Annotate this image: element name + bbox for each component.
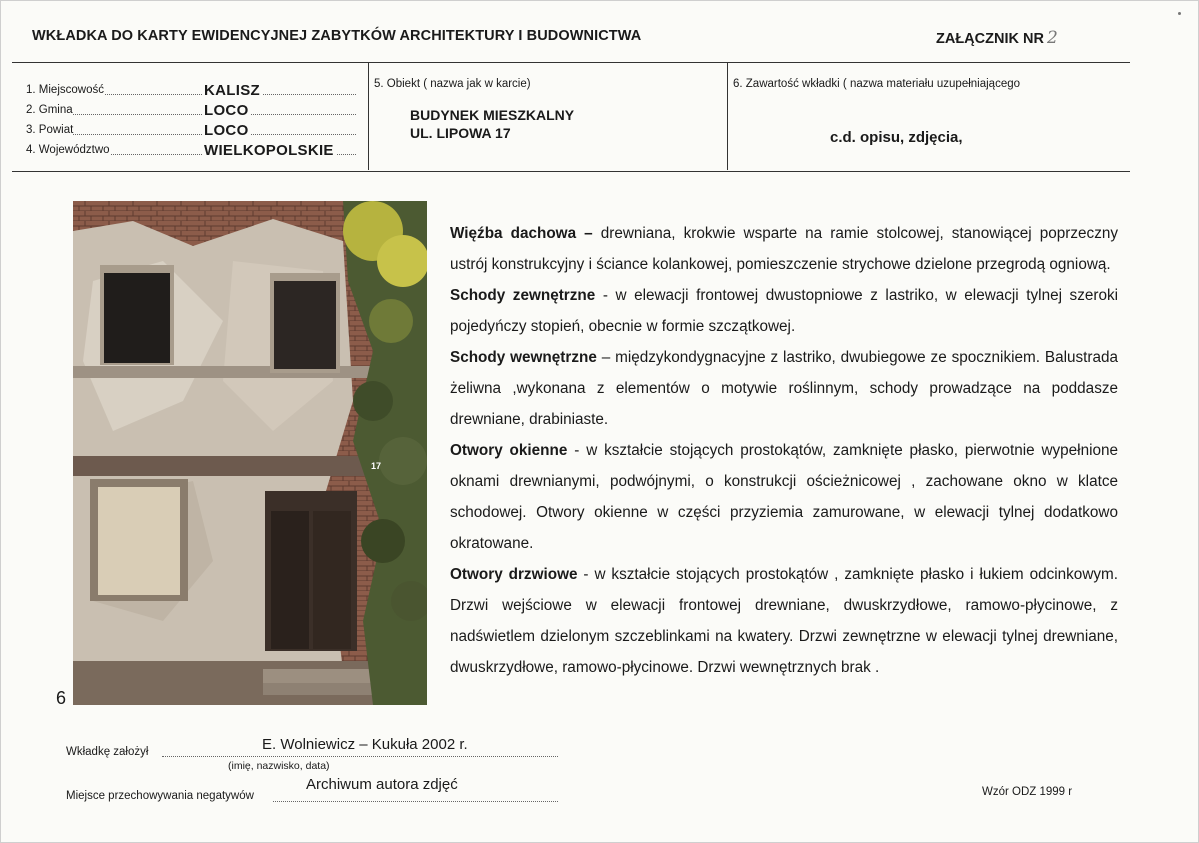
location-row-commune <box>26 98 356 118</box>
field-label: 3. Powiat <box>26 124 74 136</box>
author-value: E. Wolniewicz – Kukuła 2002 r. <box>262 736 468 753</box>
field-value: LOCO <box>204 102 249 119</box>
author-note: (imię, nazwisko, data) <box>228 760 330 772</box>
storage-label: Miejsce przechowywania negatywów <box>66 790 254 802</box>
house-number-plate: 17 <box>370 461 381 471</box>
object-name-line: BUDYNEK MIESZKALNY <box>410 107 575 123</box>
description-body: drewniana, krokwie wsparte na ramie stolcowej, stanowiącej poprzeczny ustrój konstrukcyjny i ściance kolankowej, pomieszczenie strychowe dzielone przegrodą ogniową. <box>450 225 1118 273</box>
object-label: 5. Obiekt ( nazwa jak w karcie) <box>374 78 531 90</box>
location-fields <box>26 78 356 158</box>
object-address-line: UL. LIPOWA 17 <box>410 125 511 141</box>
description-body: - w elewacji frontowej dwustopniowe z lastriko, w elewacji tylnej szeroki pojedyńczy stopień, obecnie w formie szczątkowej. <box>450 287 1118 335</box>
field-value: WIELKOPOLSKIE <box>204 142 334 159</box>
building-photo-image <box>73 201 427 705</box>
author-label: Wkładkę założył <box>66 746 149 758</box>
contents-label: 6. Zawartość wkładki ( nazwa materiału uzupełniającego <box>733 78 1021 90</box>
location-row-voivodeship <box>26 138 356 158</box>
field-value: KALISZ <box>204 82 260 99</box>
description-body: - w kształcie stojących prostokątów , zamknięte płasko i łukiem odcinkowym. Drzwi wejściowe w elewacji frontowej drewniane, dwuskrzydłowe, ramowo-płycinowe, z nadświetlem dzielonym szczeblinkami na kwatery. Drzwi zewnętrzne w elewacji tylnej drewniane, dwuskrzydłowe, ramowo-płycinowe. Drzwi wewnętrznych brak . <box>450 566 1119 676</box>
field-label: 2. Gmina <box>26 104 73 116</box>
photo-number: 6 <box>56 688 67 708</box>
field-label: 4. Województwo <box>26 144 110 156</box>
location-row-town <box>26 78 356 98</box>
annex-handwritten-number: 2 <box>1046 28 1058 48</box>
contents-value: c.d. opisu, zdjęcia, <box>830 129 963 146</box>
description-paragraph <box>450 559 1118 683</box>
field-label: 1. Miejscowość <box>26 84 104 96</box>
description-term: Więźba dachowa – <box>450 225 593 242</box>
description-text <box>450 218 1118 683</box>
description-paragraph <box>450 435 1118 559</box>
object-name <box>410 106 574 142</box>
page-title: WKŁADKA DO KARTY EWIDENCYJNEJ ZABYTKÓW ARCHITEKTURY I BUDOWNICTWA <box>32 28 642 44</box>
description-body: - w kształcie stojących prostokątów, zamknięte płasko, pierwotnie wypełnione oknami drewnianymi, podwójnymi, o konstrukcji ościeżnicowej , zachowane okno w klatce schodowej. Otwory okienne w części przyziemia zamurowane, w elewacji tylnej dodatkowo okratowane. <box>450 442 1119 552</box>
form-code: Wzór ODZ 1999 r <box>982 786 1073 798</box>
table-divider <box>727 62 728 170</box>
location-row-county <box>26 118 356 138</box>
table-divider <box>368 62 369 170</box>
page-stain <box>1178 12 1181 15</box>
storage-value: Archiwum autora zdjęć <box>306 776 458 793</box>
description-term: Otwory drzwiowe <box>450 566 578 583</box>
field-value: LOCO <box>204 122 249 139</box>
description-term: Schody zewnętrzne <box>450 287 596 304</box>
building-photo <box>73 201 427 705</box>
annex-label: ZAŁĄCZNIK NR <box>936 31 1044 47</box>
description-paragraph <box>450 342 1118 435</box>
description-paragraph <box>450 218 1118 280</box>
description-term: Otwory okienne <box>450 442 568 459</box>
annex-number <box>936 28 1058 48</box>
description-term: Schody wewnętrzne <box>450 349 597 366</box>
description-body: – międzykondygnacyjne z lastriko, dwubiegowe ze spocznikiem. Balustrada żeliwna ,wykonana z elementów o motywie roślinnym, schody prowadzące na poddasze drewniane, drabiniaste. <box>450 349 1119 428</box>
description-paragraph <box>450 280 1118 342</box>
